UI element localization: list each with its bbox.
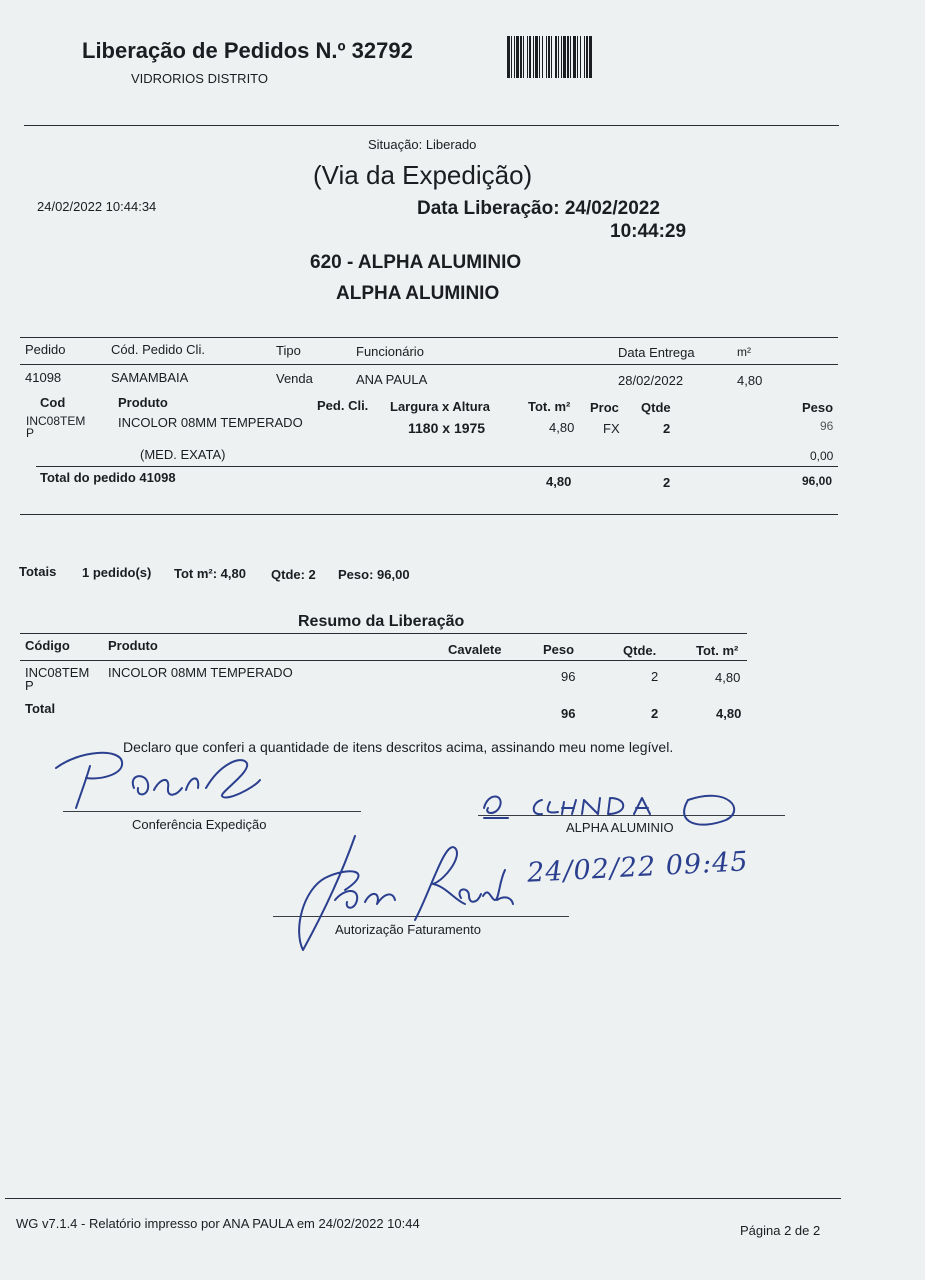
- order-cod-cli: SAMAMBAIA: [111, 370, 189, 385]
- resumo-total-tot-m2: 4,80: [716, 706, 742, 721]
- order-tipo: Venda: [276, 371, 313, 386]
- totals-qtde: Qtde: 2: [271, 567, 316, 582]
- resumo-col-peso: Peso: [543, 642, 575, 657]
- item-col-produto: Produto: [118, 395, 168, 410]
- cliente-label: ALPHA ALUMINIO: [566, 820, 674, 835]
- company-name: VIDRORIOS DISTRITO: [131, 71, 268, 86]
- col-data-entrega: Data Entrega: [618, 345, 695, 360]
- order-table-bottom-rule: [20, 514, 838, 515]
- item-col-cod: Cod: [40, 395, 66, 410]
- order-funcionario: ANA PAULA: [356, 372, 428, 387]
- resumo-col-produto: Produto: [108, 638, 158, 653]
- item-col-ped-cli: Ped. Cli.: [317, 398, 369, 413]
- resumo-total-peso: 96: [561, 706, 576, 721]
- header-divider: [24, 125, 839, 126]
- client-line1: 620 - ALPHA ALUMINIO: [310, 252, 522, 273]
- order-m2: 4,80: [737, 373, 763, 388]
- resumo-title: Resumo da Liberação: [298, 613, 465, 630]
- item-col-tot-m2: Tot. m²: [528, 399, 571, 414]
- resumo-cod-line2: P: [25, 678, 34, 693]
- resumo-total-qtde: 2: [651, 706, 659, 721]
- copy-label: (Via da Expedição): [313, 160, 533, 190]
- item-obs-peso: 0,00: [810, 449, 834, 463]
- col-pedido: Pedido: [25, 342, 66, 357]
- order-data-entrega: 28/02/2022: [618, 373, 684, 388]
- item-tot-m2: 4,80: [549, 420, 575, 435]
- client-line2: ALPHA ALUMINIO: [336, 283, 500, 304]
- resumo-col-qtde: Qtde.: [623, 643, 657, 658]
- handwritten-date: 24/02/22 09:45: [526, 846, 750, 889]
- item-larg-alt: 1180 x 1975: [408, 420, 486, 436]
- order-total-label: Total do pedido 41098: [40, 470, 176, 485]
- footer-print-info: WG v7.1.4 - Relatório impresso por ANA PAULA em 24/02/2022 10:44: [16, 1216, 420, 1231]
- order-pedido: 41098: [25, 370, 62, 385]
- autorizacao-handwritten-signature: [285, 830, 515, 960]
- order-total-qtde: 2: [663, 475, 671, 490]
- order-total-m2: 4,80: [546, 474, 572, 489]
- resumo-peso: 96: [561, 669, 576, 684]
- resumo-col-tot-m2: Tot. m²: [696, 643, 739, 658]
- declaration-text: Declaro que conferi a quantidade de itens descritos acima, assinando meu nome legível.: [123, 739, 674, 755]
- situation-label: Situação: Liberado: [368, 137, 477, 152]
- col-cod-cli: Cód. Pedido Cli.: [111, 342, 205, 357]
- release-date: Data Liberação: 24/02/2022: [417, 198, 660, 219]
- resumo-top-rule: [20, 633, 747, 634]
- resumo-tot-m2: 4,80: [715, 670, 741, 685]
- totals-label: Totais: [19, 564, 57, 579]
- item-peso: 96: [820, 419, 834, 433]
- release-time: 10:44:29: [610, 221, 687, 242]
- resumo-col-codigo: Código: [25, 638, 70, 653]
- col-m2: m²: [737, 345, 751, 359]
- footer-rule: [5, 1198, 841, 1199]
- item-produto: INCOLOR 08MM TEMPERADO: [118, 415, 303, 430]
- item-cod-line1: INC08TEM: [26, 414, 86, 428]
- barcode-bar: [589, 36, 592, 78]
- conferencia-label: Conferência Expedição: [132, 817, 267, 832]
- order-total-rule: [36, 466, 838, 467]
- item-col-proc: Proc: [590, 400, 619, 415]
- resumo-cod-line1: INC08TEM: [25, 665, 90, 680]
- order-table-top-rule: [20, 337, 838, 338]
- document-title: Liberação de Pedidos N.º 32792: [82, 38, 413, 63]
- item-obs: (MED. EXATA): [140, 447, 226, 462]
- print-datetime: 24/02/2022 10:44:34: [37, 199, 157, 214]
- item-col-larg-alt: Largura x Altura: [390, 399, 490, 414]
- resumo-produto: INCOLOR 08MM TEMPERADO: [108, 665, 293, 680]
- resumo-header-rule: [20, 660, 747, 661]
- col-funcionario: Funcionário: [356, 344, 424, 359]
- item-qtde: 2: [663, 421, 671, 436]
- totals-m2: Tot m²: 4,80: [174, 566, 246, 581]
- item-proc: FX: [603, 421, 620, 436]
- cliente-handwritten-signature: [478, 780, 748, 840]
- conferencia-handwritten-signature: [50, 748, 280, 818]
- totals-pedidos: 1 pedido(s): [82, 565, 152, 580]
- col-tipo: Tipo: [276, 343, 301, 358]
- item-cod-line2: P: [26, 426, 35, 440]
- footer-page-number: Página 2 de 2: [740, 1223, 821, 1238]
- order-total-peso: 96,00: [802, 474, 833, 488]
- resumo-col-cavalete: Cavalete: [448, 642, 502, 657]
- item-col-qtde: Qtde: [641, 400, 671, 415]
- barcode: [507, 36, 650, 78]
- item-col-peso: Peso: [802, 400, 834, 415]
- autorizacao-label: Autorização Faturamento: [335, 922, 481, 937]
- resumo-qtde: 2: [651, 669, 659, 684]
- totals-peso: Peso: 96,00: [338, 567, 410, 582]
- order-header-rule: [20, 364, 838, 365]
- resumo-total-label: Total: [25, 701, 56, 716]
